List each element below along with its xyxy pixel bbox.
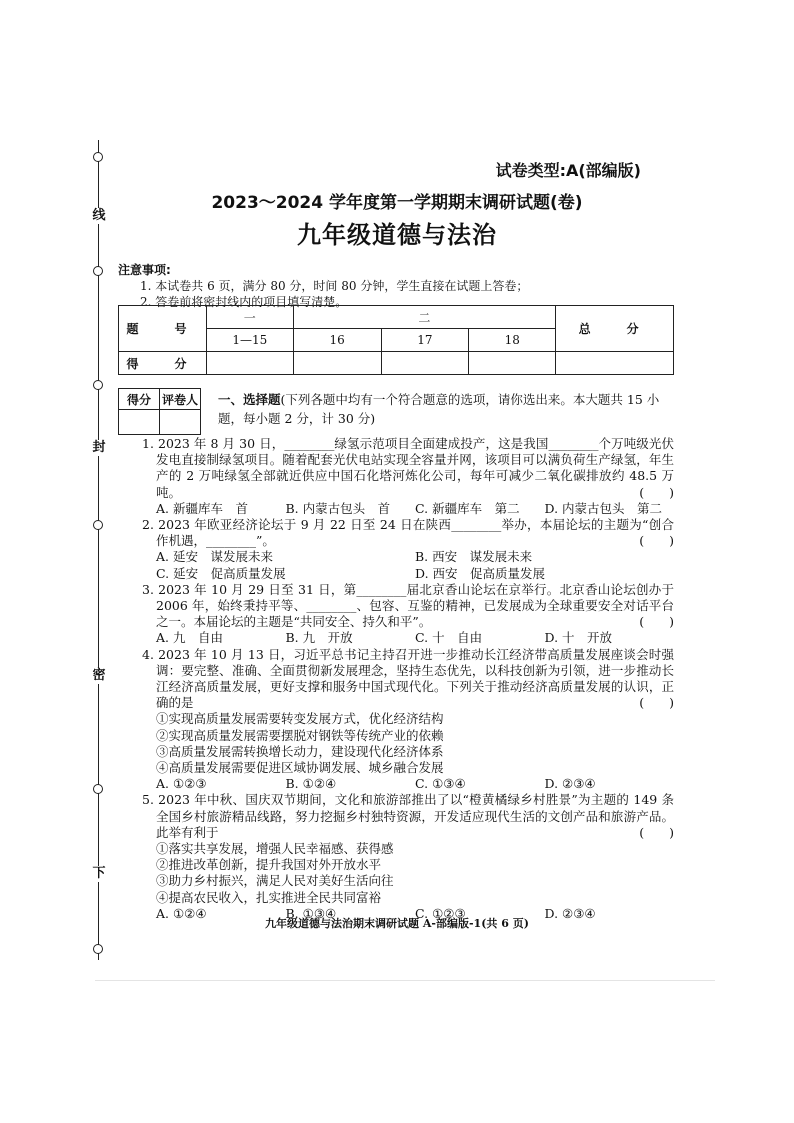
- grader-name-label: 评卷人: [160, 389, 201, 410]
- score-cell[interactable]: [206, 352, 293, 375]
- question-5: [142, 792, 674, 922]
- option-d: D. 西安 促高质量发展: [415, 565, 546, 581]
- total-score-cell[interactable]: [556, 352, 674, 375]
- subject-title: 九年级道德与法治: [297, 221, 497, 249]
- binding-hole-icon: [93, 380, 103, 390]
- exam-title: 2023～2024 学年度第一学期期末调研试题(卷): [211, 193, 583, 213]
- score-cell[interactable]: [469, 352, 556, 375]
- answer-bracket[interactable]: ( ): [639, 533, 674, 549]
- grader-box: [118, 388, 201, 435]
- option-a: A. 新疆库车 首: [156, 500, 248, 516]
- answer-bracket[interactable]: ( ): [639, 695, 674, 711]
- statement: ②推进改革创新，提升我国对外开放水平: [156, 857, 382, 873]
- option-b: B. ①③④: [285, 905, 337, 921]
- part-two-header: 二: [293, 306, 555, 329]
- option-a: A. 延安 谋发展未来: [156, 549, 273, 565]
- question-stem: 4. 2023 年 10 月 13 日，习近平总书记主持召开进一步推动长江经济带高质量发展座谈会时强调：要完整、准确、全面贯彻新发展理念，坚持生态优先，以科技创新为引领，进一步推动长江经济高质量发展，更好支撑和服务中国式现代化。下列关于推动经济高质量发展的认识，正确的是: [142, 646, 674, 711]
- answer-bracket[interactable]: ( ): [639, 824, 674, 840]
- page-footer: 九年级道德与法治期末调研试题 A-部编版-1(共 6 页): [265, 917, 529, 930]
- question-range-cell: 17: [381, 329, 469, 352]
- option-b: B. 九 开放: [285, 630, 353, 646]
- binding-hole-icon: [93, 784, 103, 794]
- option-c: C. ①③④: [415, 776, 466, 792]
- statement: ①实现高质量发展需要转变发展方式，优化经济结构: [156, 711, 444, 727]
- question-range-cell: 16: [293, 329, 381, 352]
- scan-edge-line: [95, 980, 715, 981]
- binding-hole-icon: [93, 266, 103, 276]
- question-4: [142, 647, 674, 793]
- answer-bracket[interactable]: ( ): [639, 614, 674, 630]
- option-b: B. 西安 谋发展未来: [415, 549, 533, 565]
- question-range-cell: 18: [469, 329, 556, 352]
- statement: ①落实共享发展，增强人民幸福感、获得感: [156, 841, 394, 857]
- question-2: [142, 517, 674, 582]
- option-d: D. 十 开放: [544, 630, 613, 646]
- binding-char: 下: [90, 866, 108, 882]
- section-heading: [218, 390, 678, 428]
- total-score-header: 总 分: [556, 306, 674, 352]
- option-b: B. ①②④: [285, 776, 337, 792]
- option-c: C. 新疆库车 第二: [415, 500, 520, 516]
- statement: ④高质量发展需要促进区域协调发展、城乡融合发展: [156, 760, 444, 776]
- binding-char: 线: [90, 208, 108, 224]
- option-c: C. 十 自由: [415, 630, 483, 646]
- question-1: [142, 436, 674, 517]
- binding-char: 封: [90, 440, 108, 456]
- section-title: 一、选择题: [218, 392, 281, 407]
- option-a: A. 九 自由: [156, 630, 223, 646]
- notice-block: [118, 262, 528, 310]
- grader-score-label: 得分: [119, 389, 160, 410]
- question-range-cell: 1—15: [206, 329, 293, 352]
- section-instruction: (下列各题中均有一个符合题意的选项，请你选出来。本大题共 15 小题，每小题 2 分，计 30 分): [218, 392, 660, 426]
- option-d: D. ②③④: [544, 776, 596, 792]
- notice-item: 2. 答卷前将密封线内的项目填写清楚。: [140, 295, 348, 309]
- binding-hole-icon: [93, 152, 103, 162]
- statement: ②实现高质量发展需要摆脱对钢铁等传统产业的依赖: [156, 727, 444, 743]
- score-cell[interactable]: [381, 352, 469, 375]
- option-d: D. 内蒙古包头 第二: [544, 500, 663, 516]
- statement: ④提高农民收入，扎实推进全民共同富裕: [156, 889, 382, 905]
- answer-bracket[interactable]: ( ): [639, 484, 674, 500]
- binding-line: [98, 140, 99, 960]
- statement: ③助力乡村振兴，满足人民对美好生活向往: [156, 873, 394, 889]
- statement: ③高质量发展需转换增长动力，建设现代化经济体系: [156, 743, 444, 759]
- grader-name-cell[interactable]: [160, 410, 201, 435]
- exam-type-label: 试卷类型:A(部编版): [495, 161, 641, 180]
- option-c: C. 延安 促高质量发展: [156, 565, 286, 581]
- option-c: C. ①②③: [415, 905, 466, 921]
- question-number-header: 题 号: [119, 306, 207, 352]
- score-row-label: 得 分: [119, 352, 207, 375]
- option-b: B. 内蒙古包头 首: [285, 500, 391, 516]
- question-list: [142, 436, 674, 922]
- option-a: A. ①②③: [156, 776, 207, 792]
- option-d: D. ②③④: [544, 905, 596, 921]
- score-cell[interactable]: [293, 352, 381, 375]
- question-stem: 5. 2023 年中秋、国庆双节期间，文化和旅游部推出了以“橙黄橘绿乡村胜景”为主题的 149 条全国乡村旅游精品线路，努力挖掘乡村独特资源，开发适应现代生活的文创产品和旅游产品。此举有利于: [142, 792, 674, 840]
- notice-heading: 注意事项:: [118, 263, 171, 277]
- part-one-header: 一: [206, 306, 293, 329]
- grader-score-cell[interactable]: [119, 410, 160, 435]
- score-table: [118, 305, 674, 375]
- question-3: [142, 582, 674, 647]
- question-stem: 3. 2023 年 10 月 29 日至 31 日，第________届北京香山论坛在京举行。北京香山论坛创办于 2006 年，始终秉持平等、________、包容、互鉴的精神，已发展成为全球重要安全对话平台之一。本届论坛的主题是“共同安全、持久和平”。: [142, 581, 674, 630]
- option-a: A. ①②④: [156, 905, 207, 921]
- notice-item: 1. 本试卷共 6 页，满分 80 分，时间 80 分钟，学生直接在试题上答卷；: [140, 279, 529, 293]
- question-stem: 1. 2023 年 8 月 30 日，________绿氢示范项目全面建成投产，这是我国________个万吨级光伏发电直接制绿氢项目。随着配套光伏电站实现全容量并网，该项目可以满负荷生产绿氢，年生产的 2 万吨绿氢全部就近供应中国石化塔河炼化公司，每年可减少二氧化碳排放约 48.5 万吨。: [142, 436, 674, 500]
- binding-hole-icon: [93, 520, 103, 530]
- binding-hole-icon: [93, 944, 103, 954]
- binding-char: 密: [90, 668, 108, 684]
- question-stem: 2. 2023 年欧亚经济论坛于 9 月 22 日至 24 日在陕西________举办，本届论坛的主题为“创合作机遇，________”。: [142, 517, 674, 549]
